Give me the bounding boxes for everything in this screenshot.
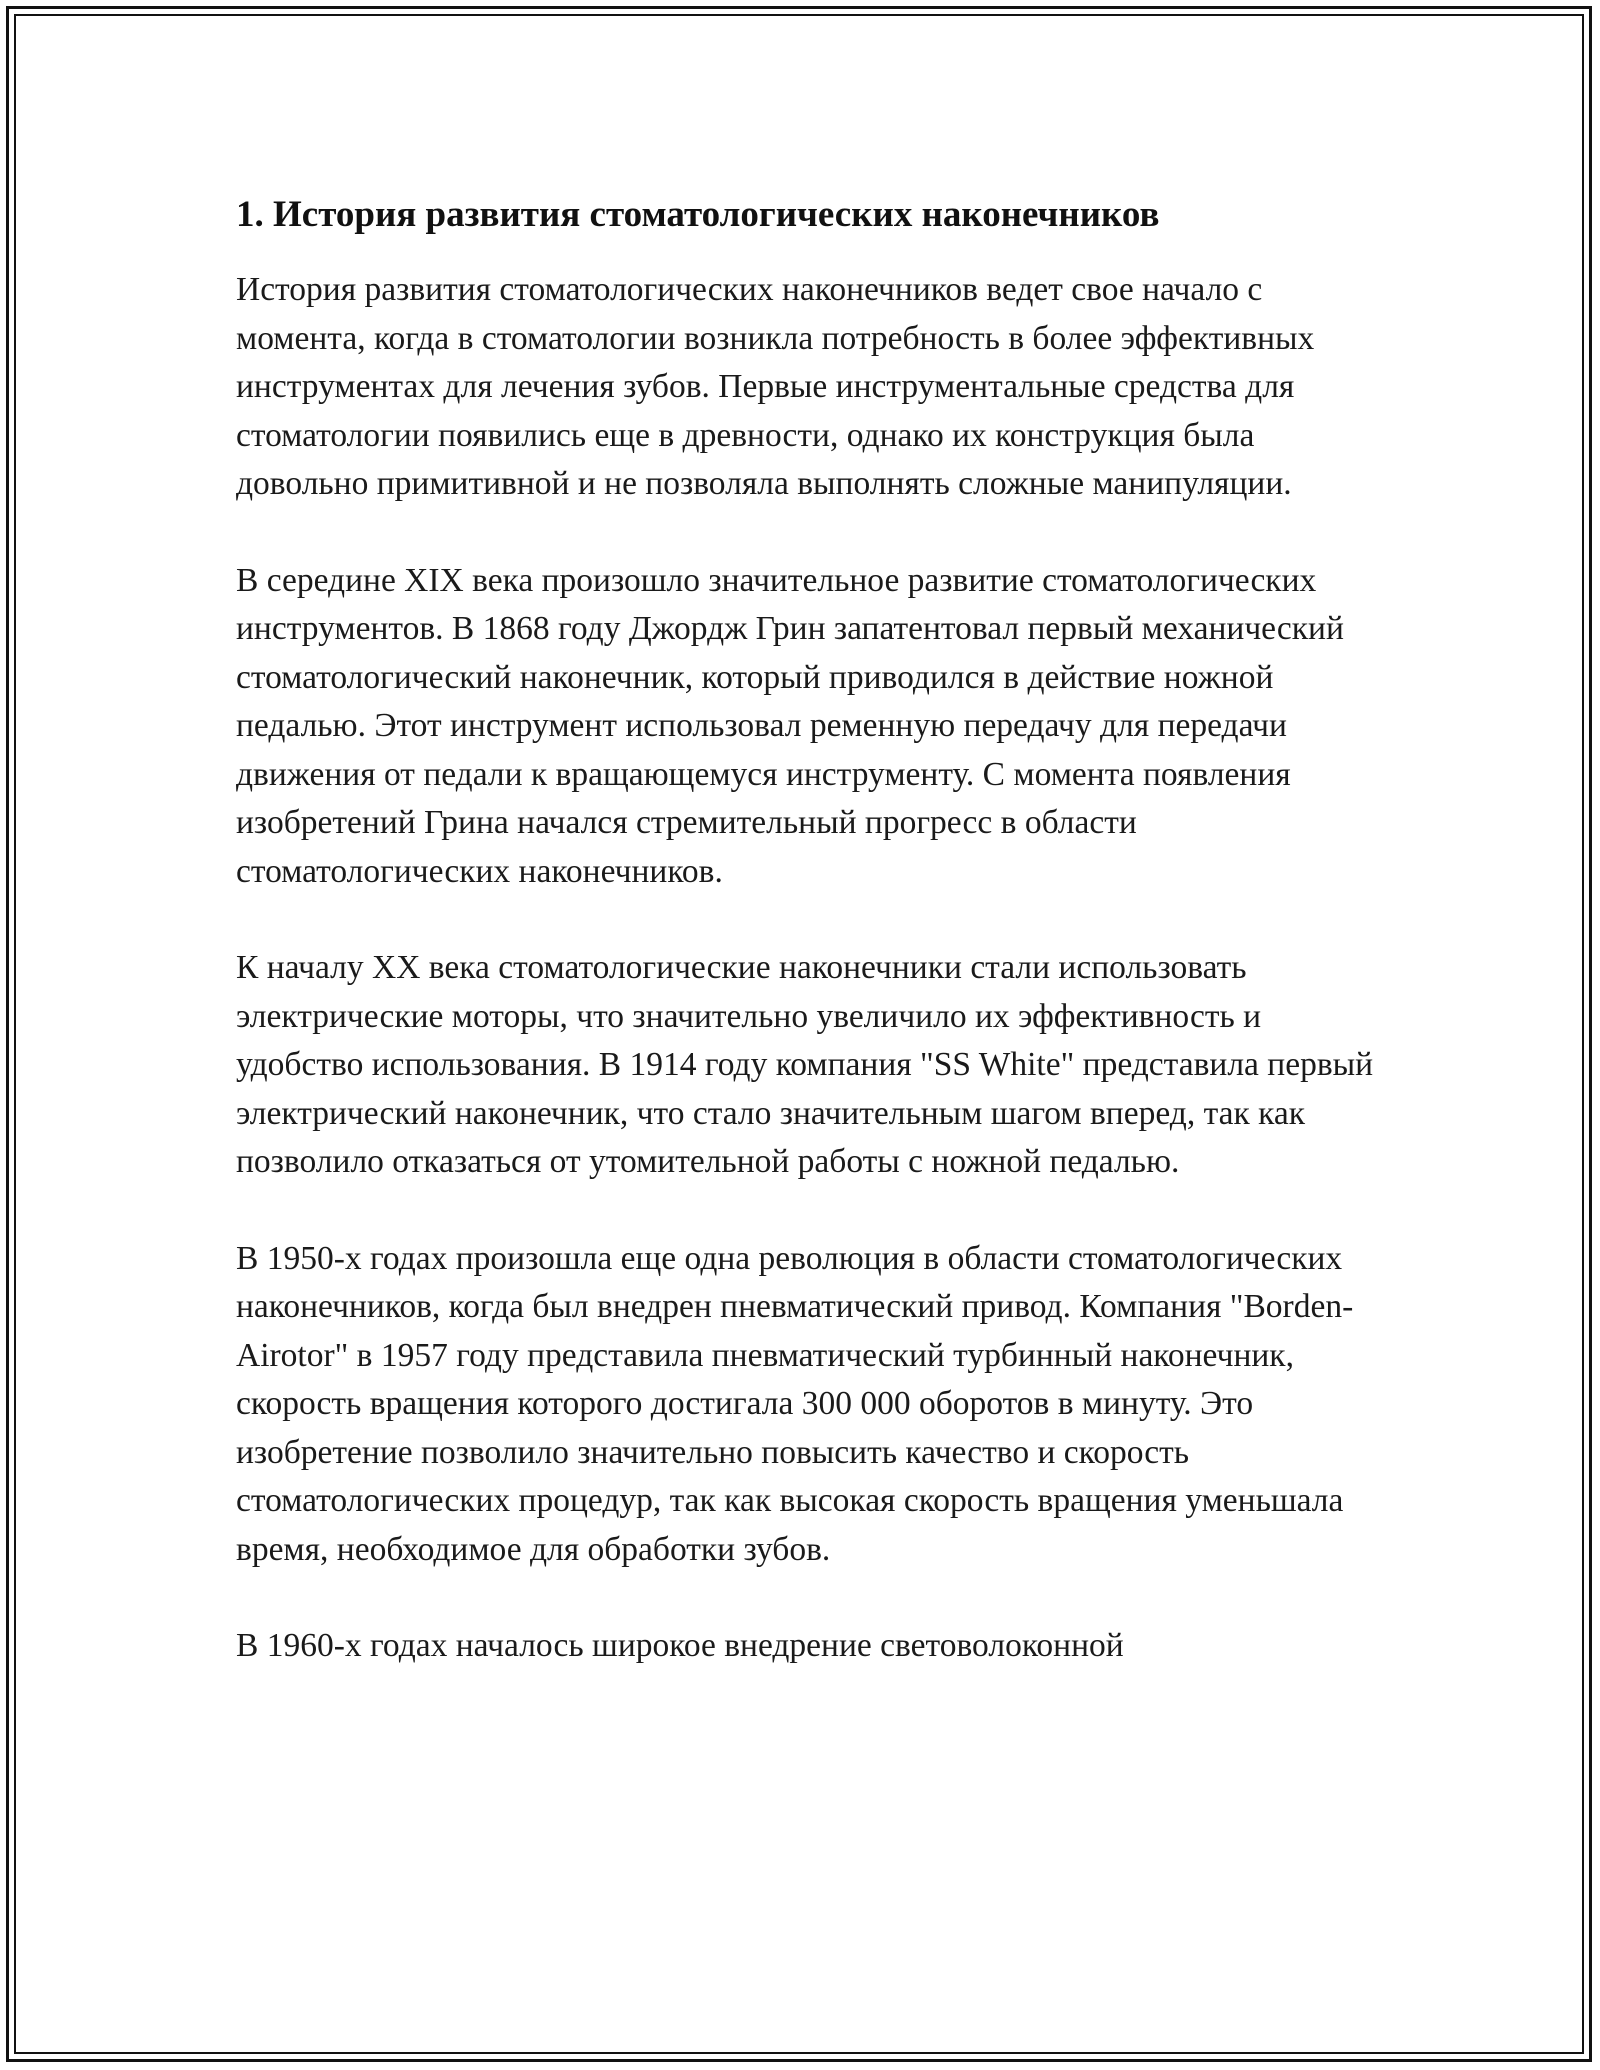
paragraph-1950s: В 1950-х годах произошла еще одна революция в области стоматологических наконечников, когда был внедрен пневматический привод. Компания "Borden-Airotor" в 1957 году представила пневматический турбинный наконечник, скорость вращения которого достигала 300 000 оборотов в минуту. Это изобретение позволило значительно повысить качество и скорость стоматологических процедур, так как высокая скорость вращения уменьшала время, необходимое для обработки зубов. xyxy=(236,1239,1354,1568)
paragraph-intro: История развития стоматологических наконечников ведет свое начало с момента, когда в стоматологии возникла потребность в более эффективных инструментах для лечения зубов. Первые инструментальные средства для стоматологии появились еще в древности, однако их конструкция была довольно примитивной и не позволяла выполнять сложные манипуляции. xyxy=(236,271,1315,502)
paragraph-1960s: В 1960-х годах началось широкое внедрение световолоконной xyxy=(236,1627,1124,1664)
paragraph-xx-century: К началу XX века стоматологические наконечники стали использовать электрические моторы, что значительно увеличило их эффективность и удобство использования. В 1914 году компания "SS White" представила первый электрический наконечник, что стало значительным шагом вперед, так как позволило отказаться от утомительной работы с ножной педалью. xyxy=(236,949,1374,1180)
paragraph-xix-century: В середине XIX века произошло значительное развитие стоматологических инструментов. В 1868 году Джордж Грин запатентовал первый механический стоматологический наконечник, который приводился в действие ножной педалью. Этот инструмент использовал ременную передачу для передачи движения от педали к вращающемуся инструменту. С момента появления изобретений Грина начался стремительный прогресс в области стоматологических наконечников. xyxy=(236,561,1344,890)
section-heading: 1. История развития стоматологических наконечников xyxy=(236,194,1160,235)
document-body xyxy=(236,186,1376,1719)
